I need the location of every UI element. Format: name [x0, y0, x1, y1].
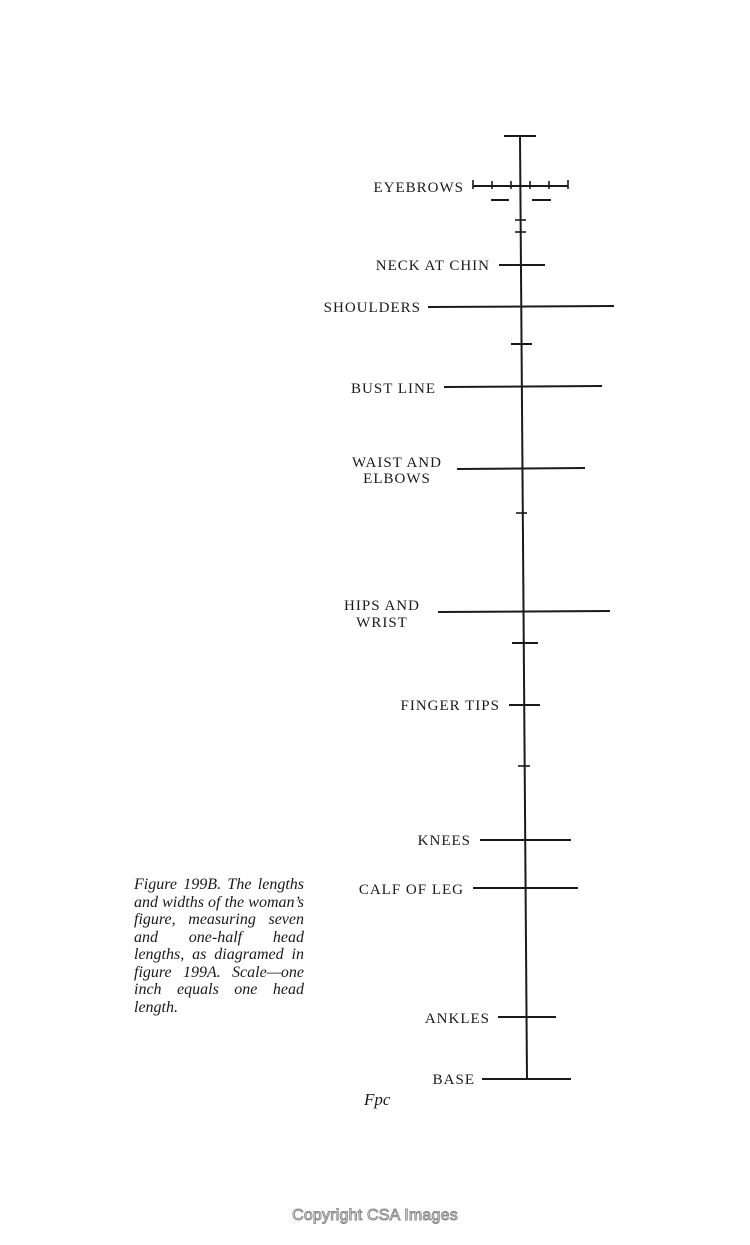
shoulders-line: [428, 306, 614, 307]
central-axis: [520, 136, 527, 1080]
label-hips-and: HIPS AND: [344, 598, 420, 614]
label-calf-of-leg: CALF OF LEG: [358, 882, 464, 898]
label-waist-and: WAIST AND: [352, 455, 442, 471]
hips-and-wrist-line: [438, 611, 610, 612]
label-finger-tips: FINGER TIPS: [400, 698, 500, 714]
waist-and-elbows-line: [457, 468, 585, 469]
label-bust-line: BUST LINE: [351, 381, 436, 397]
bust-line-line: [444, 386, 602, 387]
label-elbows: ELBOWS: [363, 471, 431, 487]
label-neck-at-chin: NECK AT CHIN: [375, 258, 490, 274]
figure-caption: Figure 199B. The lengths and widths of the woman’s figure, measuring seven and one-half head lengths, as diagramed in figure 199A. Scale—one inch equals one head length.: [134, 876, 304, 1016]
artist-signature: Fpc: [364, 1090, 391, 1109]
label-eyebrows: EYEBROWS: [373, 180, 464, 196]
watermark: Copyright CSA Images: [292, 1207, 458, 1224]
label-wrist: WRIST: [356, 615, 408, 631]
label-knees: KNEES: [417, 833, 471, 849]
label-base: BASE: [432, 1072, 475, 1088]
label-ankles: ANKLES: [424, 1011, 490, 1027]
label-shoulders: SHOULDERS: [323, 300, 421, 316]
